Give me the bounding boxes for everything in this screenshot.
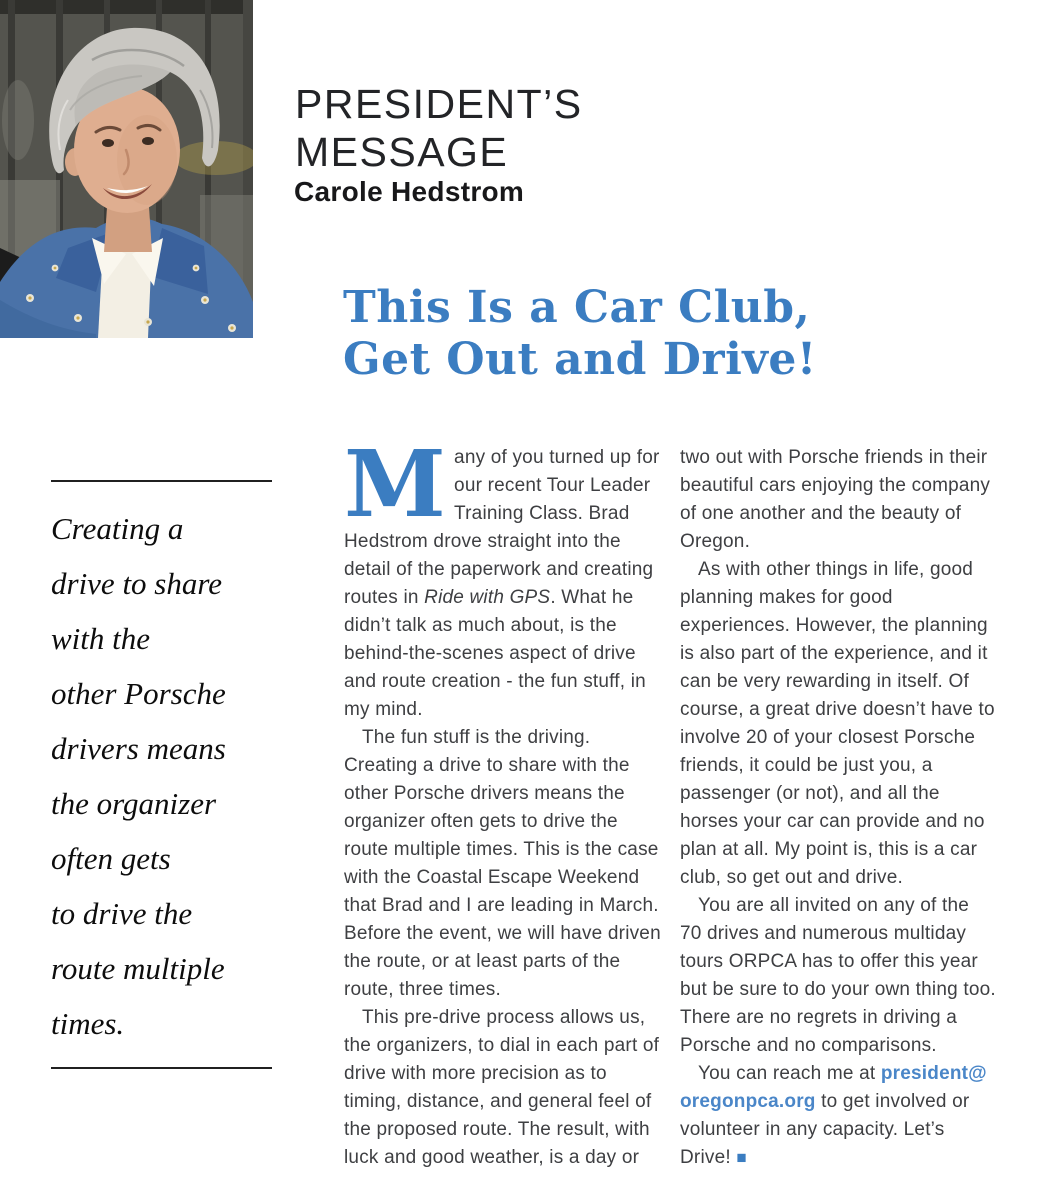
pull-quote-line: Creating a <box>51 511 184 546</box>
pull-quote-line: other Porsche <box>51 676 226 711</box>
pull-quote-rule-bottom <box>51 1067 272 1069</box>
drop-cap: M <box>344 430 447 538</box>
pull-quote-line: the organizer <box>51 786 217 821</box>
paragraph-1-end: . What he didn’t talk as much about, is the behind-the-scenes aspect of drive and route creation - the fun stuff, in my mind. <box>344 587 646 720</box>
pull-quote-line: drive to share <box>51 566 223 601</box>
body-column-1 <box>344 430 661 1172</box>
pull-quote-line: route multiple <box>51 951 225 986</box>
pull-quote-line: often gets <box>51 841 171 876</box>
pull-quote-text <box>51 501 272 1051</box>
pull-quote <box>51 480 272 1069</box>
section-kicker <box>295 80 583 176</box>
email-link-part-1[interactable]: president@ <box>880 1063 987 1084</box>
pull-quote-rule-top <box>51 480 272 482</box>
paragraph-5: As with other things in life, good planning makes for good experiences. However, the planning is also part of the experience, and it can be very rewarding in itself. Of course, a great drive doesn’t have to involve 20 of your closest Porsche friends, it could be just you, a passenger (or not), and all the horses your car can provide and no plan at all. My point is, this is a car club, so get out and drive. <box>680 559 995 888</box>
article-headline <box>343 282 817 386</box>
pull-quote-line: to drive the <box>51 896 193 931</box>
end-of-article-mark: ■ <box>736 1148 747 1167</box>
kicker-line-2: MESSAGE <box>295 129 509 175</box>
pull-quote-line: with the <box>51 621 151 656</box>
body-column-2 <box>680 444 996 1172</box>
closing-text-after-link: to get involved or volunteer in any capacity. Let’s Drive! <box>680 1091 970 1168</box>
author-name: Carole Hedstrom <box>294 176 525 207</box>
pull-quote-line: drivers means <box>51 731 226 766</box>
paragraph-2: The fun stuff is the driving. Creating a drive to share with the other Porsche drivers means the organizer often gets to drive the route multiple times. This is the case with the Coastal Escape Weekend that Brad and I are leading in March. Before the event, we will have driven the route, or at least parts of the route, three times. <box>344 727 661 1000</box>
paragraph-7 <box>680 1060 996 1172</box>
portrait-photo <box>0 0 253 338</box>
paragraph-3: This pre-drive process allows us, the organizers, to dial in each part of drive with more precision as to timing, distance, and general feel of the proposed route. The result, with luck and good weather, is a day or <box>344 1007 660 1168</box>
portrait-photo-art <box>0 0 253 338</box>
pull-quote-line: times. <box>51 1006 125 1041</box>
paragraph-1 <box>344 430 661 724</box>
headline-line-2: Get Out and Drive! <box>343 334 817 385</box>
ride-with-gps-title: Ride with GPS <box>424 587 551 608</box>
paragraph-1-start: any of you turned up for our recent Tour Leader Training Class. Brad Hedstrom drove straight into the detail of the paperwork and creating routes in <box>344 447 660 608</box>
closing-text-before-link: You can reach me at <box>698 1063 881 1084</box>
paragraph-4: two out with Porsche friends in their beautiful cars enjoying the company of one another and the beauty of Oregon. <box>680 447 991 552</box>
paragraph-6: You are all invited on any of the 70 drives and numerous multiday tours ORPCA has to offer this year but be sure to do your own thing too. There are no regrets in driving a Porsche and no comparisons. <box>680 895 996 1056</box>
headline-line-1: This Is a Car Club, <box>343 282 811 333</box>
kicker-line-1: PRESIDENT’S <box>295 81 583 127</box>
email-link-part-2[interactable]: oregonpca.org <box>680 1091 816 1112</box>
